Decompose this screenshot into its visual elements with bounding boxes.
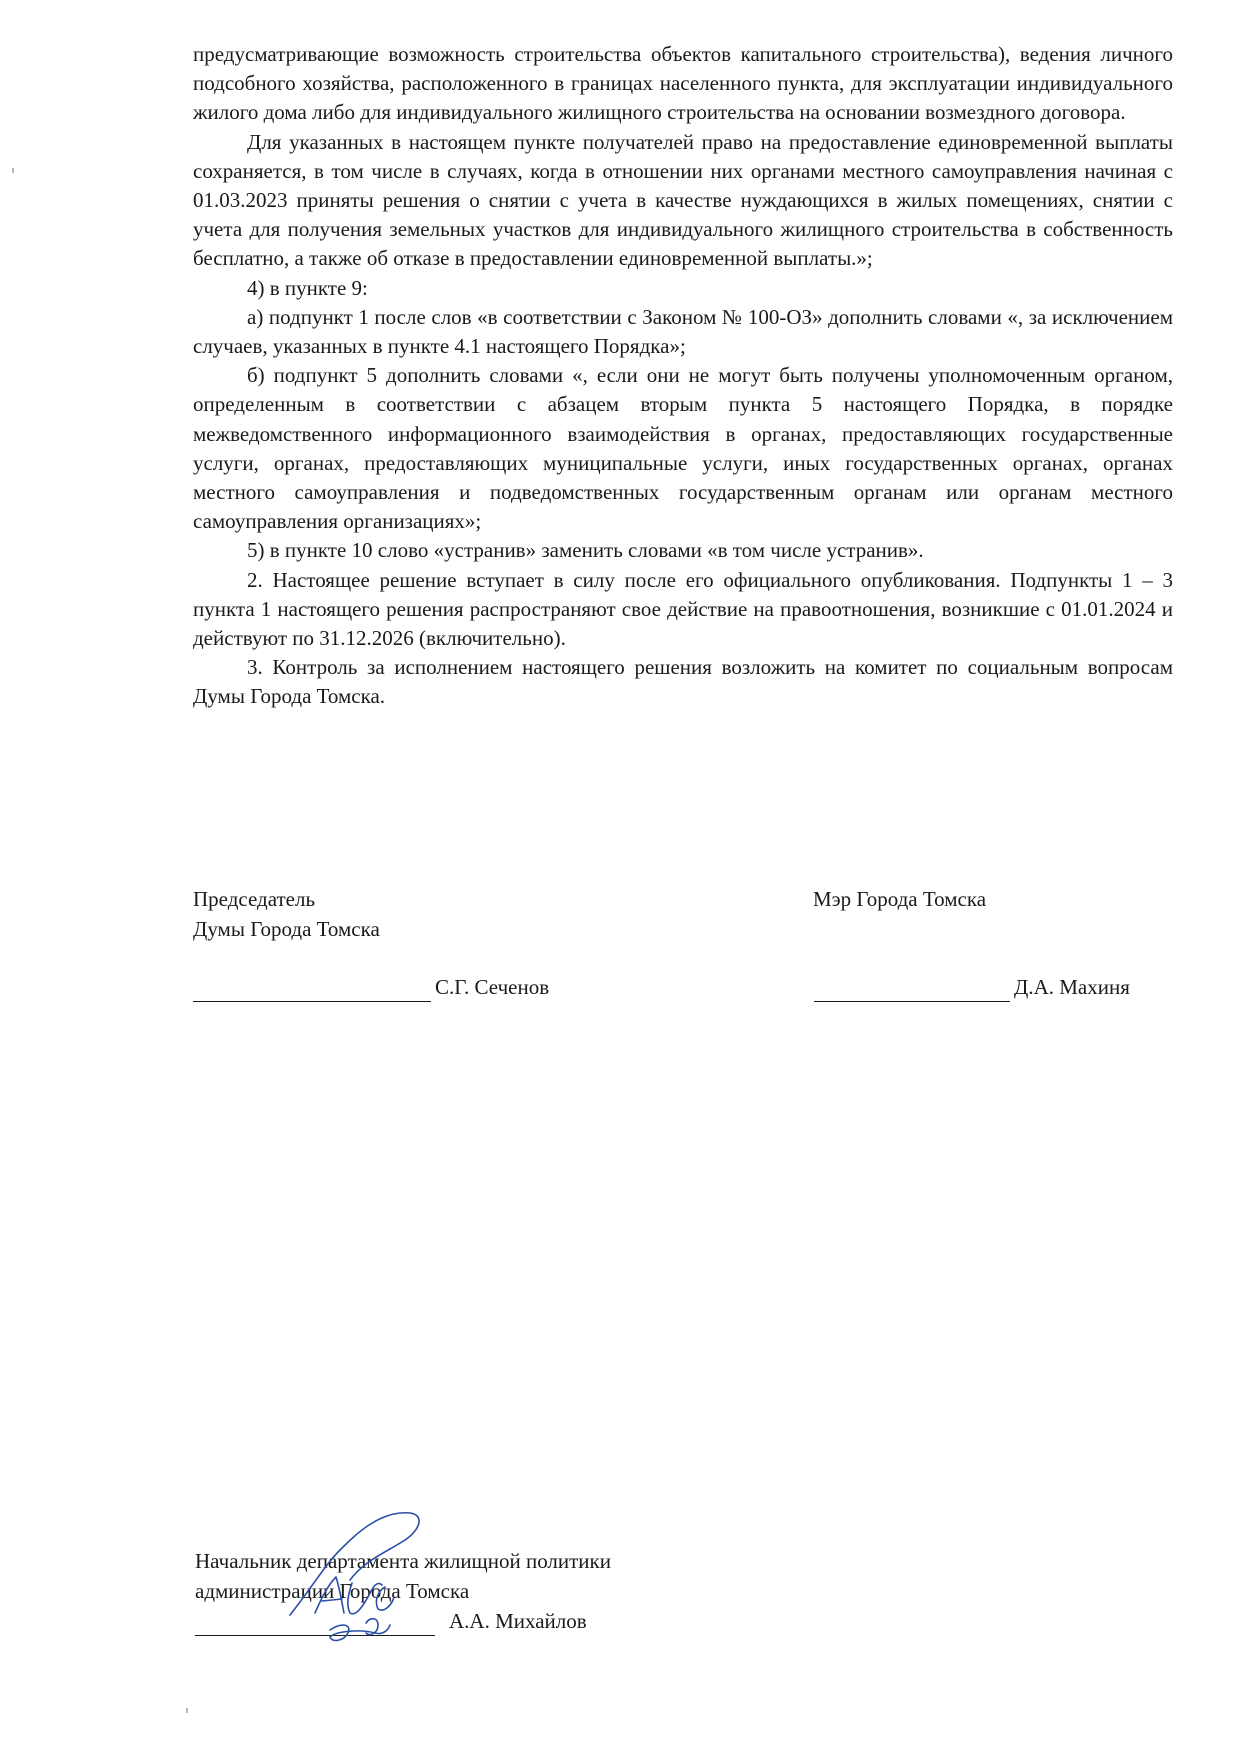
chairman-title bbox=[193, 884, 380, 944]
paragraph: предусматривающие возможность строительства объектов капитального строительства), ведения личного подсобного хозяйства, расположенного в границах населенного пункта, для эксплуатации индивидуального жилого дома либо для индивидуального жилищного строительства на основании возмездного договора. bbox=[193, 42, 1173, 125]
mayor-signature-line bbox=[814, 972, 1130, 1002]
department-head-name: А.А. Михайлов bbox=[449, 1609, 587, 1633]
signature-blank bbox=[193, 979, 431, 1002]
signature-blank bbox=[814, 979, 1010, 1002]
paragraph: а) подпункт 1 после слов «в соответствии с Законом № 100-ОЗ» дополнить словами «, за исключением случаев, указанных в пункте 4.1 настоящего Порядка»; bbox=[193, 304, 1173, 359]
paragraph: 4) в пункте 9: bbox=[247, 275, 368, 300]
mayor-title bbox=[813, 884, 986, 914]
paragraph: б) подпункт 5 дополнить словами «, если они не могут быть получены уполномоченным органом, определенным в соответствии с абзацем вторым пункта 5 настоящего Порядка, в порядке межведомственного информационного взаимодействия в органах, предоставляющих государственные услуги, органах, предоставляющих муниципальные услуги, иных государственных органах, органах местного самоуправления и подведомственных государственным органам или органам местного самоуправления организациях»; bbox=[193, 363, 1173, 534]
document-body bbox=[193, 40, 1173, 712]
department-head-title bbox=[195, 1546, 611, 1606]
paragraph: 3. Контроль за исполнением настоящего решения возложить на комитет по социальным вопросам Думы Города Томска. bbox=[193, 655, 1173, 709]
department-head-title-line1: Начальник департамента жилищной политики bbox=[195, 1549, 611, 1573]
chairman-title-line1: Председатель bbox=[193, 887, 316, 911]
chairman-name: С.Г. Сеченов bbox=[435, 975, 550, 999]
chairman-title-line2: Думы Города Томска bbox=[193, 917, 380, 941]
paragraph: 5) в пункте 10 слово «устранив» заменить словами «в том числе устранив». bbox=[247, 538, 924, 563]
scan-mark bbox=[186, 1708, 188, 1713]
signature-blank bbox=[195, 1613, 435, 1636]
paragraph: 2. Настоящее решение вступает в силу после его официального опубликования. Подпункты 1 – 3 пункта 1 настоящего решения распространяют свое действие на правоотношения, возникшие с 01.01.2024 и действуют по 31.12.2026 (включительно). bbox=[193, 567, 1173, 651]
chairman-signature-line bbox=[193, 972, 549, 1002]
mayor-name: Д.А. Махиня bbox=[1014, 975, 1130, 999]
department-head-title-line2: администрации Города Томска bbox=[195, 1579, 470, 1603]
mayor-title-text: Мэр Города Томска bbox=[813, 887, 987, 911]
paragraph: Для указанных в настоящем пункте получателей право на предоставление единовременной выплаты сохраняется, в том числе в случаях, когда в отношении них органами местного самоуправления начиная с 01.03.2023 приняты решения о снятии с учета в качестве нуждающихся в жилых помещениях, снятии с учета для получения земельных участков для индивидуального жилищного строительства в собственность бесплатно, а также об отказе в предоставлении единовременной выплаты.»; bbox=[193, 129, 1173, 271]
department-head-signature-line bbox=[195, 1606, 587, 1636]
scan-mark bbox=[12, 168, 14, 173]
